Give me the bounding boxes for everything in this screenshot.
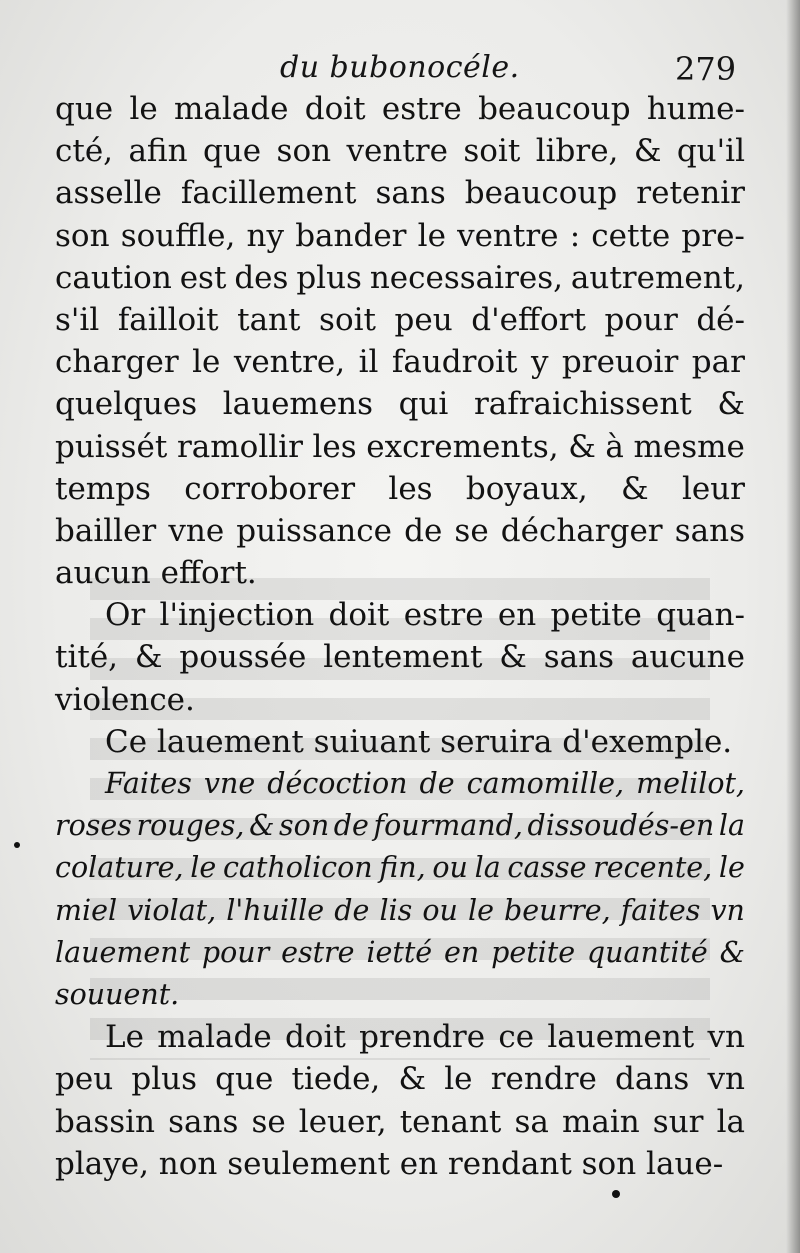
text-line: cté, afin que son ventre soit libre, & qu'il — [55, 133, 745, 170]
text-line: Faites vne décoction de camomille, melilot, — [105, 767, 745, 800]
text-line: bailler vne puissance de se décharger sans — [55, 512, 745, 549]
page-edge-shadow — [786, 0, 800, 1253]
text-line: bassin sans se leuer, tenant sa main sur la — [55, 1103, 745, 1140]
text-line: puissét ramollir les excrements, & à mesme — [55, 428, 745, 465]
text-line: colature, le catholicon fin, ou la casse recente, le — [55, 851, 745, 885]
text-line: asselle facillement sans beaucoup retenir — [55, 175, 745, 212]
text-line: charger le ventre, il faudroit y preuoir par — [55, 344, 745, 381]
recipe-paragraph — [55, 763, 745, 1016]
text-line: Le malade doit prendre ce lauement vn — [105, 1019, 745, 1056]
text-line: quelques lauemens qui rafraichissent & — [55, 386, 745, 423]
ink-blot — [612, 1190, 620, 1198]
text-line: lauement pour estre ietté en petite quantité & — [55, 935, 745, 969]
text-paragraph — [55, 594, 745, 721]
text-paragraph — [55, 1016, 745, 1185]
running-head: du bubonocéle. — [280, 50, 520, 85]
text-line: souuent. — [55, 977, 180, 1011]
text-line: Ce lauement suiuant seruira d'exemple. — [105, 723, 733, 760]
text-line: s'il failloit tant soit peu d'effort pour dé- — [55, 301, 745, 338]
page-number: 279 — [675, 50, 737, 88]
text-line: violence. — [55, 681, 195, 718]
text-line: temps corroborer les boyaux, & leur — [55, 470, 745, 507]
text-line: que le malade doit estre beaucoup hume- — [55, 91, 745, 127]
text-paragraph — [55, 721, 745, 763]
text-line: roses rouges, & son de fourmand, dissoudés-en la — [55, 809, 745, 843]
text-paragraph — [55, 88, 745, 594]
text-line: miel violat, l'huille de lis ou le beurre, faites vn — [55, 893, 745, 927]
text-line: peu plus que tiede, & le rendre dans vn — [55, 1061, 745, 1098]
text-line: caution est des plus necessaires, autrement, — [55, 259, 745, 296]
text-line: aucun effort. — [55, 555, 257, 592]
text-line: playe, non seulement en rendant son laue- — [55, 1145, 724, 1182]
text-line: Or l'injection doit estre en petite quan- — [105, 597, 745, 634]
margin-ink-dot — [14, 842, 20, 848]
text-line: son souffle, ny bander le ventre : cette pre- — [55, 217, 745, 254]
page-body — [55, 88, 745, 1185]
page-header — [0, 50, 800, 90]
text-line: tité, & poussée lentement & sans aucune — [55, 639, 745, 676]
